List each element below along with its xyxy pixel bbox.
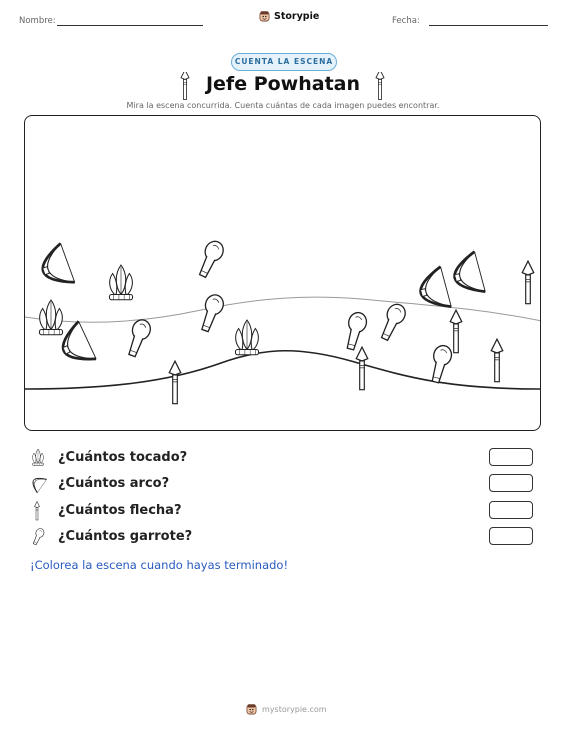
date-field-line[interactable] (429, 25, 548, 26)
footer-site (245, 703, 327, 716)
scene-headdress-icon (235, 320, 258, 355)
answer-box-arrow[interactable] (489, 501, 533, 519)
site-url[interactable]: mystorypie.com (262, 705, 327, 714)
instructions: Mira la escena concurrida. Cuenta cuántas de cada imagen puedes encontrar. (126, 101, 440, 110)
scene-headdress-icon (39, 300, 62, 335)
question-row-headdress (30, 448, 540, 470)
scene-bow-icon (36, 243, 74, 291)
storypie-logo-icon (258, 10, 271, 23)
scene-panel (24, 115, 541, 431)
title-arrow-right-icon (372, 72, 388, 100)
bow-icon (30, 474, 48, 494)
club-icon (30, 527, 46, 547)
scene-arrow-icon (450, 310, 462, 353)
scene-arrow-icon (491, 339, 503, 382)
scene-club-icon (195, 238, 227, 279)
scene-club-icon (124, 317, 153, 358)
page-title: Jefe Powhatan (205, 73, 361, 95)
question-row-arrow (30, 501, 540, 523)
scene-club-icon (377, 301, 409, 342)
question-row-bow (30, 474, 540, 496)
scene-bow-icon (416, 267, 452, 314)
answer-box-bow[interactable] (489, 474, 533, 492)
section-badge: CUENTA LA ESCENA (231, 53, 337, 71)
scene-bow-icon (450, 252, 486, 299)
brand-name: Storypie (274, 11, 320, 22)
question-row-club (30, 527, 540, 549)
question-text: ¿Cuántos tocado? (58, 450, 188, 465)
answer-box-headdress[interactable] (489, 448, 533, 466)
headdress-icon (30, 448, 46, 468)
brand-logo (258, 10, 319, 23)
scene-club-icon (197, 292, 226, 333)
question-text: ¿Cuántos arco? (58, 476, 170, 491)
scene-illustration (25, 116, 541, 431)
scene-club-icon (342, 311, 369, 352)
date-label: Fecha: (392, 16, 420, 26)
question-text: ¿Cuántos garrote? (58, 529, 193, 544)
scene-bow-icon (55, 321, 96, 369)
question-text: ¿Cuántos flecha? (58, 503, 182, 518)
answer-box-club[interactable] (489, 527, 533, 545)
name-label: Nombre: (19, 16, 56, 26)
name-field-line[interactable] (57, 25, 203, 26)
arrow-icon (30, 501, 44, 521)
coloring-note: ¡Colorea la escena cuando hayas terminado! (30, 558, 289, 572)
scene-arrow-icon (169, 361, 181, 404)
scene-headdress-icon (109, 265, 132, 300)
scene-club-icon (427, 344, 454, 385)
scene-arrow-icon (522, 261, 534, 304)
storypie-footer-logo-icon (245, 703, 258, 716)
scene-arrow-icon (356, 347, 368, 390)
